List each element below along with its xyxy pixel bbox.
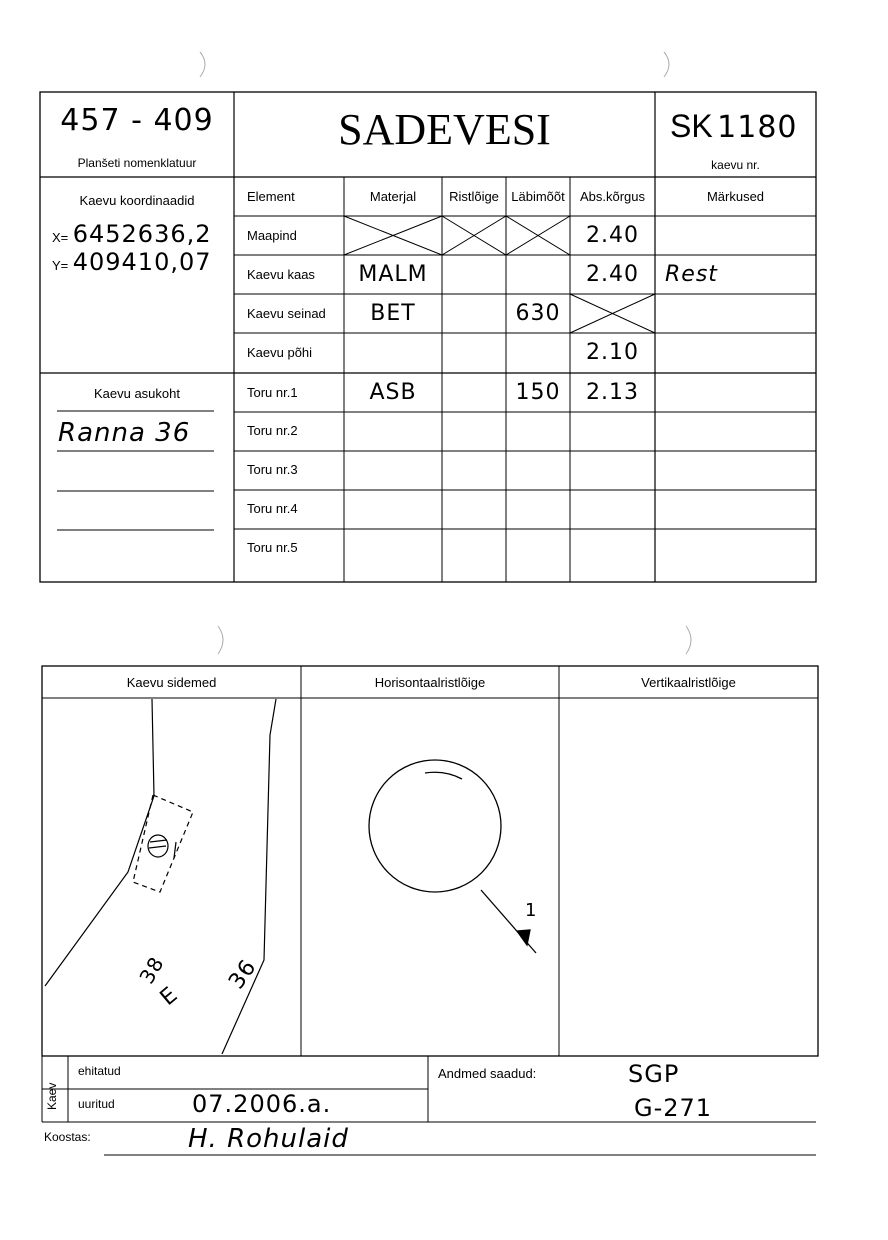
row-markused [655, 294, 816, 333]
row-labimoot [506, 255, 570, 294]
built-label: ehitatud [78, 1064, 121, 1078]
street-sketch [45, 699, 276, 1054]
row-materjal [344, 489, 442, 528]
col-header-ristloige: Ristlõige [449, 189, 499, 204]
col-header-materjal: Materjal [369, 189, 417, 204]
row-labimoot [506, 216, 570, 255]
row-ristloige [442, 372, 506, 412]
row-materjal [344, 450, 442, 489]
compiled-value: H. Rohulaid [188, 1124, 349, 1154]
row-abs-korgus [570, 411, 655, 450]
row-ristloige [442, 450, 506, 489]
building-38-sub: E [155, 982, 184, 1011]
row-ristloige [442, 255, 506, 294]
row-materjal [344, 333, 442, 372]
row-abs-korgus [570, 489, 655, 528]
row-materjal: ASB [369, 379, 417, 405]
row-abs-korgus [570, 450, 655, 489]
data-source-value-2: G-271 [634, 1094, 713, 1122]
col-header-markused: Märkused [706, 189, 765, 204]
building-36-label: 36 [224, 955, 262, 994]
col-header-element: Element [247, 189, 295, 204]
row-labimoot [506, 489, 570, 528]
location-label: Kaevu asukoht [93, 386, 180, 401]
row-labimoot [506, 411, 570, 450]
col-header-abs-korgus: Abs.kõrgus [579, 189, 646, 204]
row-ristloige [442, 489, 506, 528]
row-labimoot [506, 333, 570, 372]
page-title: SADEVESI [338, 105, 551, 154]
row-abs-korgus [570, 294, 655, 333]
col-title-connections: Kaevu sidemed [126, 674, 217, 690]
compiled-label: Koostas: [44, 1130, 91, 1144]
col-header-labimoot: Läbimõõt [511, 189, 565, 204]
row-ristloige [442, 216, 506, 255]
row-element: Toru nr.4 [247, 501, 298, 516]
well-number-group [670, 108, 816, 145]
coordinates-label: Kaevu koordinaadid [79, 193, 195, 208]
row-element: Kaevu põhi [247, 345, 313, 360]
horizontal-section [369, 760, 536, 953]
row-element: Toru nr.2 [247, 423, 298, 438]
coord-x-value: 6452636,2 [72, 220, 212, 248]
row-abs-korgus: 2.40 [586, 223, 639, 248]
row-labimoot [506, 528, 570, 567]
row-materjal: BET [370, 301, 416, 326]
well-number-label: kaevu nr. [711, 158, 760, 172]
row-ristloige [442, 411, 506, 450]
row-abs-korgus: 2.40 [586, 262, 639, 287]
row-markused [655, 216, 816, 255]
kaev-label: Kaev [45, 1082, 59, 1110]
row-element: Kaevu kaas [247, 267, 315, 282]
pipe-number-label: 1 [525, 900, 538, 921]
row-element: Kaevu seinad [247, 306, 326, 321]
row-materjal [344, 216, 442, 255]
nomenclature-label: Planšeti nomenklatuur [77, 156, 197, 170]
row-markused [655, 528, 816, 567]
surveyed-label: uuritud [78, 1097, 115, 1111]
row-ristloige [442, 528, 506, 567]
surveyed-value: 07.2006.a. [192, 1090, 332, 1118]
well-number: 1180 [717, 110, 798, 145]
row-ristloige [442, 294, 506, 333]
row-element: Toru nr.5 [247, 540, 298, 555]
row-ristloige [442, 333, 506, 372]
row-markused [655, 489, 816, 528]
data-source-value-1: SGP [628, 1060, 680, 1088]
row-element: Maapind [247, 228, 297, 243]
building-38-label: 38 [134, 952, 169, 988]
row-labimoot: 150 [515, 379, 561, 405]
coord-y [52, 248, 212, 276]
row-markused: Rest [665, 262, 718, 287]
col-title-horizontal: Horisontaalristlõige [374, 674, 486, 690]
col-title-vertical: Vertikaalristlõige [641, 674, 736, 690]
row-materjal [344, 411, 442, 450]
row-markused [655, 372, 816, 412]
row-markused [655, 411, 816, 450]
row-markused [655, 450, 816, 489]
data-source-label: Andmed saadud: [438, 1066, 537, 1081]
well-prefix: SK [670, 108, 713, 144]
coord-x-prefix: X= [52, 230, 69, 245]
row-labimoot: 630 [515, 301, 561, 326]
row-materjal: MALM [358, 262, 428, 287]
row-abs-korgus: 2.10 [586, 340, 639, 365]
coord-y-prefix: Y= [52, 258, 69, 273]
row-element: Toru nr.1 [247, 384, 298, 400]
row-labimoot [506, 450, 570, 489]
row-abs-korgus [570, 528, 655, 567]
row-materjal [344, 528, 442, 567]
row-element: Toru nr.3 [247, 462, 298, 477]
coord-y-value: 409410,07 [72, 248, 212, 276]
location-value: Ranna 36 [58, 418, 191, 448]
row-abs-korgus: 2.13 [586, 379, 639, 405]
row-markused [655, 333, 816, 372]
coord-x [52, 220, 212, 248]
nomenclature-value: 457 - 409 [60, 103, 214, 138]
